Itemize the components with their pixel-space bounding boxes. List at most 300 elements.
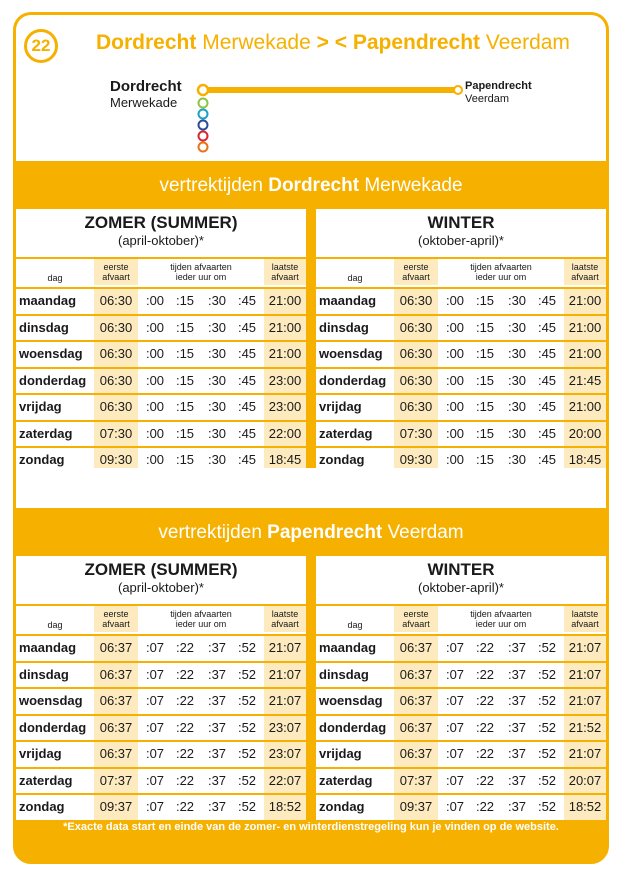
row-minute: :22 xyxy=(475,640,495,655)
column-header-minutes-l1: tijden afvaarten xyxy=(470,609,532,619)
row-minute: :15 xyxy=(475,346,495,361)
table-row xyxy=(316,340,606,367)
row-day: donderdag xyxy=(19,719,87,735)
row-first-departure: 07:30 xyxy=(94,422,138,447)
row-minute: :07 xyxy=(445,799,465,814)
row-day: maandag xyxy=(19,293,77,308)
row-minute: :07 xyxy=(145,666,165,682)
row-minute: :52 xyxy=(237,746,257,761)
section-title-papendrecht xyxy=(16,510,606,556)
column-header-last xyxy=(564,259,606,285)
row-minute: :45 xyxy=(237,293,257,308)
column-header-minutes-l1: tijden afvaarten xyxy=(470,262,532,272)
column-header-first-l2: afvaart xyxy=(102,619,130,629)
season-title: WINTER xyxy=(427,560,495,579)
row-day: zondag xyxy=(319,452,365,467)
connection-ring xyxy=(199,132,208,141)
row-minute: :00 xyxy=(145,399,165,414)
column-header-minutes xyxy=(438,609,564,629)
column-header-last xyxy=(564,606,606,632)
row-minute: :00 xyxy=(445,425,465,441)
column-header-minutes xyxy=(438,262,564,282)
row-minute: :30 xyxy=(507,425,527,441)
row-last-departure: 21:00 xyxy=(564,316,606,341)
section-prefix: vertrektijden xyxy=(159,175,263,196)
row-minute: :52 xyxy=(237,799,257,814)
row-minute: :22 xyxy=(475,693,495,708)
row-minute: :22 xyxy=(175,772,195,788)
row-minute: :07 xyxy=(145,772,165,788)
row-minute: :00 xyxy=(145,346,165,361)
row-minute: :37 xyxy=(207,693,227,708)
row-last-departure: 21:00 xyxy=(264,289,306,314)
row-day: zaterdag xyxy=(19,425,73,441)
row-last-departure: 21:45 xyxy=(564,369,606,394)
season-period: (oktober-april)* xyxy=(418,580,504,595)
row-minute: :22 xyxy=(475,772,495,788)
row-minute: :30 xyxy=(507,346,527,361)
column-header-first xyxy=(394,606,438,632)
row-last-departure: 20:07 xyxy=(564,769,606,794)
row-last-departure: 23:00 xyxy=(264,369,306,394)
row-minute: :00 xyxy=(445,452,465,467)
row-minute: :15 xyxy=(475,293,495,308)
row-first-departure: 06:37 xyxy=(94,663,138,688)
map-to-name: Papendrecht xyxy=(465,80,532,92)
row-minute: :15 xyxy=(475,319,495,335)
column-header-minutes-l2: ieder uur om xyxy=(475,272,527,282)
row-minute: :22 xyxy=(475,666,495,682)
column-header-last xyxy=(264,259,306,285)
row-minute: :22 xyxy=(475,746,495,761)
table-row xyxy=(16,767,306,794)
header-area xyxy=(16,15,606,161)
row-minute: :15 xyxy=(475,372,495,388)
column-header-last-l1: laatste xyxy=(271,262,299,272)
section-name: Dordrecht xyxy=(268,175,360,196)
row-first-departure: 06:37 xyxy=(94,716,138,741)
column-header-first xyxy=(94,606,138,632)
map-from-name: Dordrecht xyxy=(110,78,182,95)
row-minute: :30 xyxy=(507,293,527,308)
row-minute: :30 xyxy=(207,452,227,467)
connection-ring xyxy=(199,110,208,119)
table-row xyxy=(16,687,306,714)
row-minute: :00 xyxy=(145,372,165,388)
row-minute: :37 xyxy=(507,719,527,735)
section-sub: Merwekade xyxy=(364,175,463,196)
table-row xyxy=(16,634,306,661)
row-day: woensdag xyxy=(19,346,83,361)
row-minute: :37 xyxy=(507,772,527,788)
column-header-last xyxy=(264,606,306,632)
row-first-departure: 06:37 xyxy=(394,742,438,767)
row-first-departure: 09:30 xyxy=(394,448,438,473)
row-minute: :37 xyxy=(207,666,227,682)
row-first-departure: 09:37 xyxy=(94,795,138,820)
row-last-departure: 21:00 xyxy=(264,316,306,341)
row-day: maandag xyxy=(319,293,377,308)
row-minute: :15 xyxy=(175,346,195,361)
row-minute: :07 xyxy=(445,719,465,735)
season-title: ZOMER (SUMMER) xyxy=(84,213,238,232)
row-minute: :15 xyxy=(475,425,495,441)
route-to-sub: Veerdam xyxy=(485,31,570,54)
column-header-minutes xyxy=(138,609,264,629)
season-title: ZOMER (SUMMER) xyxy=(84,560,238,579)
row-minute: :30 xyxy=(207,293,227,308)
row-minute: :07 xyxy=(145,640,165,655)
table-row xyxy=(16,740,306,767)
column-header-minutes-l1: tijden afvaarten xyxy=(170,609,232,619)
map-to-sub: Veerdam xyxy=(465,93,510,105)
row-day: dinsdag xyxy=(319,666,369,682)
table-row xyxy=(16,367,306,394)
row-minute: :00 xyxy=(145,319,165,335)
row-minute: :37 xyxy=(207,719,227,735)
row-last-departure: 21:00 xyxy=(264,342,306,367)
row-day: vrijdag xyxy=(319,399,362,414)
map-from-label xyxy=(110,79,182,111)
season-period: (oktober-april)* xyxy=(418,233,504,248)
row-minute: :45 xyxy=(237,452,257,467)
row-minute: :37 xyxy=(207,772,227,788)
row-day: maandag xyxy=(319,640,377,655)
row-minute: :52 xyxy=(237,693,257,708)
table-row xyxy=(16,420,306,447)
row-minute: :45 xyxy=(537,346,557,361)
column-header-last-l1: laatste xyxy=(571,262,599,272)
row-day: zaterdag xyxy=(19,772,73,788)
row-first-departure: 06:37 xyxy=(94,689,138,714)
table-row xyxy=(316,793,606,820)
row-day: dinsdag xyxy=(19,319,69,335)
row-minute: :52 xyxy=(537,693,557,708)
table-row xyxy=(316,687,606,714)
table-row xyxy=(316,767,606,794)
row-minute: :07 xyxy=(145,693,165,708)
row-last-departure: 23:07 xyxy=(264,716,306,741)
route-from-sub: Merwekade xyxy=(202,31,311,54)
row-minute: :07 xyxy=(445,666,465,682)
column-header-last-l2: afvaart xyxy=(271,272,299,282)
row-minute: :22 xyxy=(475,799,495,814)
row-minute: :30 xyxy=(207,372,227,388)
section-sub: Veerdam xyxy=(387,522,464,543)
row-minute: :07 xyxy=(145,719,165,735)
table-row xyxy=(316,420,606,447)
row-minute: :52 xyxy=(237,640,257,655)
row-day: donderdag xyxy=(19,372,87,388)
row-first-departure: 06:30 xyxy=(394,342,438,367)
row-minute: :45 xyxy=(537,452,557,467)
table-row xyxy=(316,740,606,767)
column-header-first-l1: eerste xyxy=(403,262,429,272)
column-headers xyxy=(316,604,606,634)
column-header-last-l2: afvaart xyxy=(571,619,599,629)
row-day: donderdag xyxy=(319,719,387,735)
column-header-last-l2: afvaart xyxy=(271,619,299,629)
column-header-day: dag xyxy=(47,273,63,283)
row-day: dinsdag xyxy=(19,666,69,682)
row-last-departure: 22:07 xyxy=(264,769,306,794)
column-header-day: dag xyxy=(347,273,363,283)
table-row xyxy=(316,661,606,688)
row-minute: :00 xyxy=(445,372,465,388)
row-minute: :07 xyxy=(445,746,465,761)
row-minute: :45 xyxy=(237,425,257,441)
table-row xyxy=(16,714,306,741)
row-first-departure: 06:37 xyxy=(94,742,138,767)
row-minute: :00 xyxy=(145,452,165,467)
row-minute: :45 xyxy=(537,293,557,308)
column-header-day: dag xyxy=(347,620,363,630)
footnote: *Exacte data start en einde van de zomer- en winterdienstregeling kun je vinden op de website. xyxy=(63,821,559,833)
row-last-departure: 21:00 xyxy=(564,395,606,420)
row-first-departure: 06:30 xyxy=(94,342,138,367)
row-minute: :37 xyxy=(507,693,527,708)
row-first-departure: 06:37 xyxy=(394,663,438,688)
row-last-departure: 18:52 xyxy=(264,795,306,820)
connection-ring xyxy=(199,99,208,108)
row-minute: :52 xyxy=(537,640,557,655)
row-minute: :45 xyxy=(537,372,557,388)
row-minute: :52 xyxy=(537,746,557,761)
column-header-first-l1: eerste xyxy=(103,262,129,272)
panel-header xyxy=(16,209,306,257)
row-last-departure: 21:07 xyxy=(564,742,606,767)
row-minute: :22 xyxy=(175,799,195,814)
map-from-sub: Merwekade xyxy=(110,95,178,110)
row-minute: :37 xyxy=(507,666,527,682)
row-minute: :00 xyxy=(145,425,165,441)
column-headers xyxy=(316,257,606,287)
row-last-departure: 21:07 xyxy=(264,689,306,714)
column-header-minutes-l2: ieder uur om xyxy=(175,272,227,282)
row-last-departure: 21:00 xyxy=(564,342,606,367)
route-to-name: Papendrecht xyxy=(352,31,481,54)
row-minute: :15 xyxy=(175,399,195,414)
row-minute: :15 xyxy=(175,452,195,467)
table-row xyxy=(316,714,606,741)
row-minute: :45 xyxy=(537,319,557,335)
row-minute: :07 xyxy=(145,746,165,761)
row-minute: :52 xyxy=(537,666,557,682)
row-minute: :52 xyxy=(237,666,257,682)
table-row xyxy=(316,634,606,661)
table-row xyxy=(16,393,306,420)
connection-ring xyxy=(199,143,208,152)
row-minute: :30 xyxy=(207,399,227,414)
column-header-minutes xyxy=(138,262,264,282)
season-period: (april-oktober)* xyxy=(118,580,204,595)
row-first-departure: 06:30 xyxy=(394,369,438,394)
row-minute: :30 xyxy=(507,399,527,414)
row-day: zondag xyxy=(19,452,65,467)
row-minute: :15 xyxy=(175,425,195,441)
row-minute: :37 xyxy=(207,640,227,655)
row-first-departure: 06:30 xyxy=(94,289,138,314)
section-name: Papendrecht xyxy=(267,522,383,543)
column-header-first-l2: afvaart xyxy=(402,619,430,629)
row-day: zondag xyxy=(19,799,65,814)
timetable-panel-winter xyxy=(316,209,606,473)
row-minute: :00 xyxy=(445,319,465,335)
panel-header xyxy=(16,556,306,604)
row-first-departure: 09:37 xyxy=(394,795,438,820)
row-minute: :45 xyxy=(237,399,257,414)
table-row xyxy=(316,367,606,394)
line-number-badge: 22 xyxy=(24,29,58,63)
row-first-departure: 06:37 xyxy=(394,689,438,714)
row-last-departure: 23:00 xyxy=(264,395,306,420)
column-header-day: dag xyxy=(47,620,63,630)
row-first-departure: 06:37 xyxy=(394,636,438,661)
row-first-departure: 06:30 xyxy=(94,395,138,420)
row-first-departure: 06:37 xyxy=(94,636,138,661)
row-first-departure: 06:37 xyxy=(394,716,438,741)
row-day: vrijdag xyxy=(19,399,62,414)
row-first-departure: 07:30 xyxy=(394,422,438,447)
row-last-departure: 21:07 xyxy=(564,636,606,661)
row-minute: :37 xyxy=(507,746,527,761)
row-minute: :45 xyxy=(237,372,257,388)
column-headers xyxy=(16,257,306,287)
row-last-departure: 21:07 xyxy=(264,636,306,661)
section-title-dordrecht xyxy=(16,163,606,209)
row-day: zaterdag xyxy=(319,425,373,441)
row-last-departure: 18:52 xyxy=(564,795,606,820)
row-first-departure: 07:37 xyxy=(394,769,438,794)
row-minute: :37 xyxy=(207,799,227,814)
row-day: zondag xyxy=(319,799,365,814)
row-day: woensdag xyxy=(19,693,83,708)
column-header-first-l1: eerste xyxy=(403,609,429,619)
row-first-departure: 06:30 xyxy=(394,395,438,420)
row-minute: :15 xyxy=(475,399,495,414)
column-header-last-l1: laatste xyxy=(271,609,299,619)
timetable-card xyxy=(13,12,609,864)
row-minute: :30 xyxy=(507,372,527,388)
row-minute: :07 xyxy=(145,799,165,814)
column-header-first xyxy=(394,259,438,285)
row-minute: :45 xyxy=(237,319,257,335)
route-title xyxy=(96,31,570,55)
row-first-departure: 06:30 xyxy=(94,369,138,394)
row-minute: :30 xyxy=(507,452,527,467)
row-last-departure: 18:45 xyxy=(264,448,306,473)
row-day: maandag xyxy=(19,640,77,655)
column-header-first xyxy=(94,259,138,285)
row-minute: :00 xyxy=(145,293,165,308)
row-minute: :22 xyxy=(475,719,495,735)
route-separator: > < xyxy=(316,31,347,54)
row-minute: :15 xyxy=(175,372,195,388)
connection-ring xyxy=(199,121,208,130)
column-header-first-l1: eerste xyxy=(103,609,129,619)
row-day: vrijdag xyxy=(19,746,62,761)
row-last-departure: 23:07 xyxy=(264,742,306,767)
section-prefix: vertrektijden xyxy=(158,522,262,543)
row-day: vrijdag xyxy=(319,746,362,761)
row-minute: :52 xyxy=(537,719,557,735)
row-day: woensdag xyxy=(319,346,383,361)
row-last-departure: 20:00 xyxy=(564,422,606,447)
row-minute: :45 xyxy=(537,425,557,441)
column-header-minutes-l1: tijden afvaarten xyxy=(170,262,232,272)
row-first-departure: 07:37 xyxy=(94,769,138,794)
row-minute: :45 xyxy=(237,346,257,361)
row-minute: :30 xyxy=(207,346,227,361)
table-row xyxy=(316,287,606,314)
row-minute: :15 xyxy=(175,293,195,308)
row-first-departure: 06:30 xyxy=(94,316,138,341)
table-row xyxy=(16,287,306,314)
row-minute: :07 xyxy=(445,640,465,655)
table-row xyxy=(16,314,306,341)
panel-header xyxy=(316,556,606,604)
row-minute: :52 xyxy=(237,772,257,788)
stop-papendrecht xyxy=(454,86,462,94)
row-minute: :30 xyxy=(207,425,227,441)
row-minute: :22 xyxy=(175,640,195,655)
season-period: (april-oktober)* xyxy=(118,233,204,248)
row-last-departure: 18:45 xyxy=(564,448,606,473)
map-to-label xyxy=(465,80,532,106)
row-minute: :30 xyxy=(207,319,227,335)
row-minute: :15 xyxy=(175,319,195,335)
route-map xyxy=(194,79,464,161)
column-header-last-l1: laatste xyxy=(571,609,599,619)
row-last-departure: 22:00 xyxy=(264,422,306,447)
row-minute: :15 xyxy=(475,452,495,467)
column-header-minutes-l2: ieder uur om xyxy=(175,619,227,629)
timetable-panel-summer xyxy=(16,556,306,820)
timetable-panel-summer xyxy=(16,209,306,473)
column-header-first-l2: afvaart xyxy=(102,272,130,282)
row-day: dinsdag xyxy=(319,319,369,335)
row-minute: :07 xyxy=(445,693,465,708)
column-header-last-l2: afvaart xyxy=(571,272,599,282)
row-minute: :22 xyxy=(175,666,195,682)
row-minute: :52 xyxy=(237,719,257,735)
column-header-minutes-l2: ieder uur om xyxy=(475,619,527,629)
row-minute: :52 xyxy=(537,772,557,788)
row-first-departure: 09:30 xyxy=(94,448,138,473)
column-header-first-l2: afvaart xyxy=(402,272,430,282)
table-row xyxy=(16,793,306,820)
row-minute: :00 xyxy=(445,293,465,308)
row-minute: :22 xyxy=(175,719,195,735)
row-minute: :07 xyxy=(445,772,465,788)
panel-header xyxy=(316,209,606,257)
row-last-departure: 21:07 xyxy=(564,663,606,688)
timetable-panel-winter xyxy=(316,556,606,820)
row-last-departure: 21:00 xyxy=(564,289,606,314)
table-row xyxy=(316,393,606,420)
row-last-departure: 21:07 xyxy=(564,689,606,714)
row-minute: :00 xyxy=(445,346,465,361)
table-row xyxy=(316,314,606,341)
row-last-departure: 21:07 xyxy=(264,663,306,688)
table-row xyxy=(16,661,306,688)
row-last-departure: 21:52 xyxy=(564,716,606,741)
spacer xyxy=(16,468,606,508)
row-minute: :52 xyxy=(537,799,557,814)
stop-dordrecht xyxy=(198,85,208,95)
row-minute: :22 xyxy=(175,746,195,761)
row-day: zaterdag xyxy=(319,772,373,788)
